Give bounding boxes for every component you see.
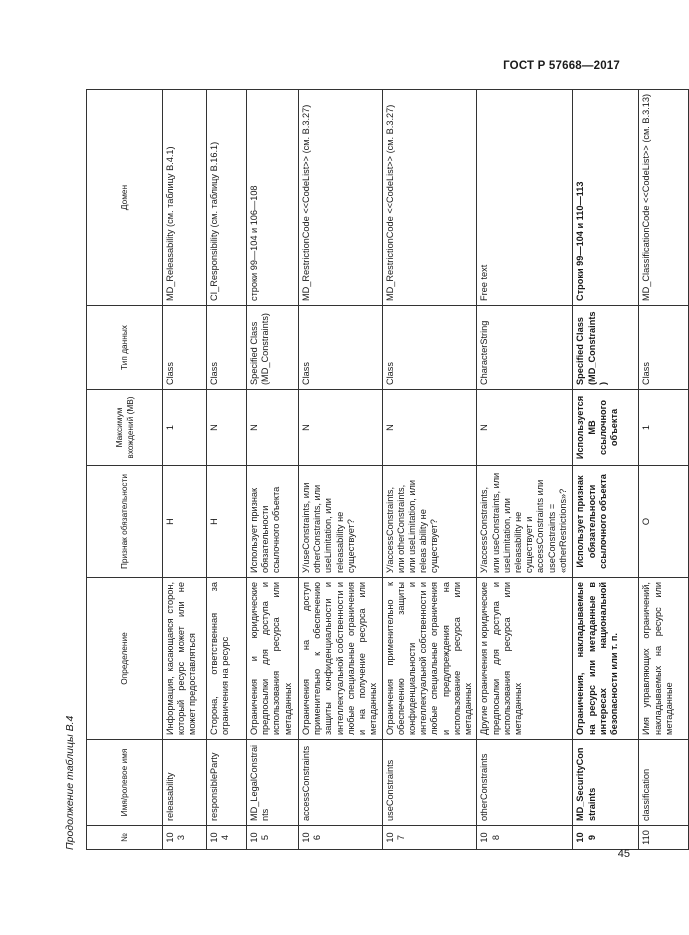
- row-data-type: Class: [382, 306, 477, 390]
- row-domain: MD_RestrictionCode <<CodeList>> (см. В.3.27): [299, 90, 383, 306]
- row-number: 108: [477, 826, 573, 850]
- col-header-domain: Домен: [87, 90, 163, 306]
- row-obligation: У/accessConstraints, или useConstraints, или useLimitation, или releasability не существует и accessConstraints или useConstraints = «otherRestrictions»?: [477, 466, 573, 578]
- row-definition: Ограничения и юридические предпосылки для доступа и использования ресурса или метаданных: [247, 578, 299, 740]
- row-definition: Имя управляющих ограничений, накладываемых на ресурс или метаданные: [639, 578, 689, 740]
- row-definition: Информация, касающаяся сторон, который ресурс может или не может предоставляться: [163, 578, 207, 740]
- table-caption: Продолжение таблицы В.4: [64, 715, 76, 850]
- row-definition: Сторона, ответственная за ограничения на ресурс: [207, 578, 247, 740]
- col-header-definition: Определение: [87, 578, 163, 740]
- row-obligation: Использует признак обязательности ссылочного объекта: [247, 466, 299, 578]
- row-data-type: Class: [639, 306, 689, 390]
- col-header-data-type: Тип данных: [87, 306, 163, 390]
- row-max-occurrence: N: [207, 390, 247, 466]
- col-header-obligation: Признак обязательности: [87, 466, 163, 578]
- row-name: MD_LegalConstraints: [247, 740, 299, 826]
- row-max-occurrence: Используется MB ссылочного объекта: [573, 390, 639, 466]
- row-obligation: У/useConstraints, или otherConstraints, или useLimitation, или releasability не существует?: [299, 466, 383, 578]
- row-domain: MD_RestrictionCode <<CodeList>> (см. В.3.27): [382, 90, 477, 306]
- data-table: [86, 89, 689, 850]
- row-name: classification: [639, 740, 689, 826]
- table-row: [477, 90, 573, 850]
- row-max-occurrence: N: [247, 390, 299, 466]
- standard-header: ГОСТ Р 57668—2017: [503, 60, 620, 72]
- row-domain: MD_Releasability (см. таблицу В.4.1): [163, 90, 207, 306]
- row-obligation: Н: [207, 466, 247, 578]
- row-name: releasability: [163, 740, 207, 826]
- row-data-type: Class: [207, 306, 247, 390]
- col-header-number: №: [87, 826, 163, 850]
- row-max-occurrence: N: [477, 390, 573, 466]
- table-row: [299, 90, 383, 850]
- row-definition: Ограничения, накладываемые на ресурс или метаданные в интересах национальной безопасности или т. п.: [573, 578, 639, 740]
- col-header-name: Имя/ролевое имя: [87, 740, 163, 826]
- row-data-type: Specified Class (MD_Constraints): [247, 306, 299, 390]
- row-number: 103: [163, 826, 207, 850]
- row-data-type: Class: [299, 306, 383, 390]
- row-number: 110: [639, 826, 689, 850]
- row-data-type: Class: [163, 306, 207, 390]
- table-row: [207, 90, 247, 850]
- row-number: 104: [207, 826, 247, 850]
- row-definition: Ограничения применительно к обеспечению защиты конфиденциальности и интеллектуальной собственности и любые специальные ограничения и предупреждения на использование ресурса или метаданных: [382, 578, 477, 740]
- table-row: [639, 90, 689, 850]
- row-obligation: Н: [163, 466, 207, 578]
- row-data-type: CharacterString: [477, 306, 573, 390]
- table-row: [573, 90, 639, 850]
- row-max-occurrence: N: [382, 390, 477, 466]
- row-max-occurrence: N: [299, 390, 383, 466]
- row-number: 107: [382, 826, 477, 850]
- row-definition: Другие ограничения и юридические предпосылки для доступа и использования ресурса или метаданных: [477, 578, 573, 740]
- table-row: [382, 90, 477, 850]
- row-number: 109: [573, 826, 639, 850]
- table-header-row: [87, 90, 163, 850]
- row-name: accessConstraints: [299, 740, 383, 826]
- row-definition: Ограничения на доступ применительно к обеспечению защиты конфиденциальности и интеллектуальной собственности и любые специальные ограничения и на получение ресурса или метаданных: [299, 578, 383, 740]
- row-name: otherConstraints: [477, 740, 573, 826]
- row-domain: Строки 99—104 и 110—113: [573, 90, 639, 306]
- rotated-table-region: [60, 90, 674, 850]
- row-obligation: Использует признак обязательности ссылочного объекта: [573, 466, 639, 578]
- row-number: 105: [247, 826, 299, 850]
- row-domain: Free text: [477, 90, 573, 306]
- row-name: MD_SecurityConstraints: [573, 740, 639, 826]
- table-row: [247, 90, 299, 850]
- row-name: useConstraints: [382, 740, 477, 826]
- col-header-max-occurrence: Максимум вхождений (MB): [87, 390, 163, 466]
- row-domain: MD_ClassificationCode <<CodeList>> (см. В.3.13): [639, 90, 689, 306]
- row-max-occurrence: 1: [639, 390, 689, 466]
- table-row: [163, 90, 207, 850]
- row-name: responsibleParty: [207, 740, 247, 826]
- row-obligation: У/accessConstraints, или otherConstraints, или useLimitation, или releas ability не существует?: [382, 466, 477, 578]
- row-max-occurrence: 1: [163, 390, 207, 466]
- row-obligation: О: [639, 466, 689, 578]
- row-domain: строки 99—104 и 106—108: [247, 90, 299, 306]
- row-domain: CI_Responsibility (см. таблицу В.16.1): [207, 90, 247, 306]
- page-number: 45: [617, 848, 630, 860]
- row-number: 106: [299, 826, 383, 850]
- row-data-type: Specified Class (MD_Constraints): [573, 306, 639, 390]
